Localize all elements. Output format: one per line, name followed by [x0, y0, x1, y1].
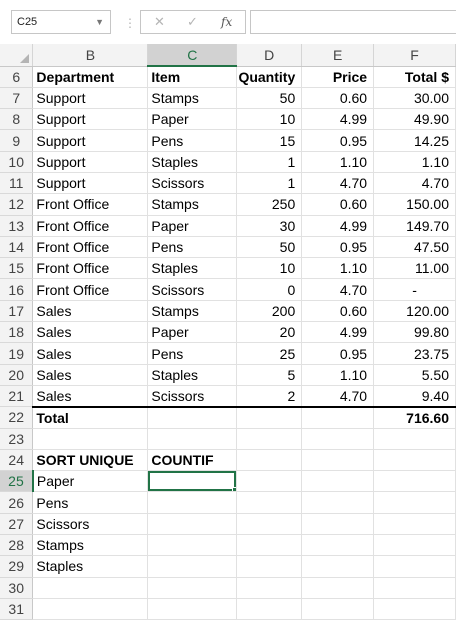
cell-d25[interactable] [237, 471, 302, 492]
cell-b29[interactable]: Staples [33, 556, 148, 577]
cell-b22[interactable]: Total [33, 407, 148, 428]
row-header[interactable]: 13 [0, 215, 33, 236]
cell-e16[interactable]: 4.70 [302, 279, 374, 300]
row-header[interactable]: 19 [0, 343, 33, 364]
table-row [0, 109, 456, 130]
row-header[interactable]: 30 [0, 577, 33, 598]
cell-b23[interactable] [33, 428, 148, 449]
cell-f24[interactable] [374, 449, 456, 470]
table-row [0, 556, 456, 577]
formula-bar-area [0, 0, 456, 44]
cell-b20[interactable]: Sales [33, 364, 148, 385]
cell-c12[interactable]: Stamps [148, 194, 237, 215]
cell-e12[interactable]: 0.60 [302, 194, 374, 215]
column-header-b[interactable]: B [33, 44, 148, 66]
cell-d12[interactable]: 250 [237, 194, 302, 215]
cell-d14[interactable]: 50 [237, 236, 302, 257]
cell-f18[interactable]: 99.80 [374, 322, 456, 343]
cell-b18[interactable]: Sales [33, 322, 148, 343]
row-header[interactable]: 29 [0, 556, 33, 577]
table-row [0, 535, 456, 556]
cell-b19[interactable]: Sales [33, 343, 148, 364]
column-header-d[interactable]: D [237, 44, 302, 66]
cell-c13[interactable]: Paper [148, 215, 237, 236]
cell-d30[interactable] [237, 577, 302, 598]
cell-d9[interactable]: 15 [237, 130, 302, 151]
cell-b9[interactable]: Support [33, 130, 148, 151]
cell-f25[interactable] [374, 471, 456, 492]
row-header[interactable]: 22 [0, 407, 33, 428]
cell-e24[interactable] [302, 449, 374, 470]
cell-d17[interactable]: 200 [237, 300, 302, 321]
column-header-f[interactable]: F [374, 44, 456, 66]
cell-e25[interactable] [302, 471, 374, 492]
table-row [0, 66, 456, 87]
cell-e19[interactable]: 0.95 [302, 343, 374, 364]
row-header[interactable]: 17 [0, 300, 33, 321]
spreadsheet-grid [0, 44, 456, 620]
cell-b21[interactable]: Sales [33, 385, 148, 406]
table-row [0, 172, 456, 193]
cell-c27[interactable] [148, 513, 237, 534]
cell-c22[interactable] [148, 407, 237, 428]
table-row [0, 215, 456, 236]
cell-b13[interactable]: Front Office [33, 215, 148, 236]
cell-d6[interactable]: Quantity [237, 66, 302, 87]
cell-d23[interactable] [237, 428, 302, 449]
cell-f17[interactable]: 120.00 [374, 300, 456, 321]
cell-e21[interactable]: 4.70 [302, 385, 374, 406]
select-all-corner[interactable] [0, 44, 33, 66]
row-header[interactable]: 20 [0, 364, 33, 385]
cell-d8[interactable]: 10 [237, 109, 302, 130]
cell-e23[interactable] [302, 428, 374, 449]
cell-d19[interactable]: 25 [237, 343, 302, 364]
table-row [0, 279, 456, 300]
row-header[interactable]: 15 [0, 258, 33, 279]
cell-e30[interactable] [302, 577, 374, 598]
cell-b15[interactable]: Front Office [33, 258, 148, 279]
cell-c14[interactable]: Pens [148, 236, 237, 257]
cell-b30[interactable] [33, 577, 148, 598]
cell-e31[interactable] [302, 598, 374, 619]
column-header-e[interactable]: E [302, 44, 374, 66]
cell-f10[interactable]: 1.10 [374, 151, 456, 172]
table-row [0, 385, 456, 406]
table-row [0, 598, 456, 619]
cell-b31[interactable] [33, 598, 148, 619]
cell-f29[interactable] [374, 556, 456, 577]
table-row [0, 130, 456, 151]
cell-d26[interactable] [237, 492, 302, 513]
row-header[interactable]: 18 [0, 322, 33, 343]
cell-d21[interactable]: 2 [237, 385, 302, 406]
cell-b27[interactable]: Scissors [33, 513, 148, 534]
cell-d22[interactable] [237, 407, 302, 428]
row-header[interactable]: 25 [0, 471, 33, 492]
cell-b16[interactable]: Front Office [33, 279, 148, 300]
insert-function-icon[interactable]: fx [221, 15, 233, 29]
table-row [0, 428, 456, 449]
cell-b17[interactable]: Sales [33, 300, 148, 321]
cell-c30[interactable] [148, 577, 237, 598]
row-header[interactable]: 12 [0, 194, 33, 215]
row-header[interactable]: 16 [0, 279, 33, 300]
cell-f7[interactable]: 30.00 [374, 87, 456, 108]
cell-b12[interactable]: Front Office [33, 194, 148, 215]
cell-b14[interactable]: Front Office [33, 236, 148, 257]
cell-c18[interactable]: Paper [148, 322, 237, 343]
cell-e14[interactable]: 0.95 [302, 236, 374, 257]
chevron-down-icon[interactable]: ▼ [95, 17, 104, 27]
cell-d31[interactable] [237, 598, 302, 619]
cell-c7[interactable]: Stamps [148, 87, 237, 108]
cell-e13[interactable]: 4.99 [302, 215, 374, 236]
table-row [0, 300, 456, 321]
cell-e6[interactable]: Price [302, 66, 374, 87]
cell-f22[interactable]: 716.60 [374, 407, 456, 428]
cell-b10[interactable]: Support [33, 151, 148, 172]
cell-f9[interactable]: 14.25 [374, 130, 456, 151]
name-box-value: C25 [17, 16, 38, 28]
table-row [0, 492, 456, 513]
cell-f6[interactable]: Total $ [374, 66, 456, 87]
cell-e20[interactable]: 1.10 [302, 364, 374, 385]
cell-c17[interactable]: Stamps [148, 300, 237, 321]
cell-f15[interactable]: 11.00 [374, 258, 456, 279]
cell-c29[interactable] [148, 556, 237, 577]
cell-e11[interactable]: 4.70 [302, 172, 374, 193]
cell-e8[interactable]: 4.99 [302, 109, 374, 130]
cell-e18[interactable]: 4.99 [302, 322, 374, 343]
formula-input[interactable] [250, 10, 456, 34]
cell-c11[interactable]: Scissors [148, 172, 237, 193]
cell-e17[interactable]: 0.60 [302, 300, 374, 321]
cell-f14[interactable]: 47.50 [374, 236, 456, 257]
formula-buttons [140, 10, 246, 34]
cell-c28[interactable] [148, 535, 237, 556]
cell-b11[interactable]: Support [33, 172, 148, 193]
cell-c6[interactable]: Item [148, 66, 237, 87]
cell-e9[interactable]: 0.95 [302, 130, 374, 151]
table-row [0, 407, 456, 428]
table-row [0, 343, 456, 364]
cell-f27[interactable] [374, 513, 456, 534]
cell-f28[interactable] [374, 535, 456, 556]
cell-f20[interactable]: 5.50 [374, 364, 456, 385]
row-header[interactable]: 10 [0, 151, 33, 172]
cell-b7[interactable]: Support [33, 87, 148, 108]
cell-f8[interactable]: 49.90 [374, 109, 456, 130]
row-header[interactable]: 14 [0, 236, 33, 257]
cell-c9[interactable]: Pens [148, 130, 237, 151]
cell-c10[interactable]: Staples [148, 151, 237, 172]
row-header[interactable]: 28 [0, 535, 33, 556]
table-row [0, 151, 456, 172]
row-header[interactable]: 23 [0, 428, 33, 449]
enter-icon[interactable]: ✓ [187, 14, 198, 29]
cell-d7[interactable]: 50 [237, 87, 302, 108]
cell-d27[interactable] [237, 513, 302, 534]
cell-e22[interactable] [302, 407, 374, 428]
cell-b24[interactable]: SORT UNIQUE [33, 449, 148, 470]
cell-d29[interactable] [237, 556, 302, 577]
cell-c21[interactable]: Scissors [148, 385, 237, 406]
cell-c19[interactable]: Pens [148, 343, 237, 364]
cell-e7[interactable]: 0.60 [302, 87, 374, 108]
cell-b6[interactable]: Department [33, 66, 148, 87]
cell-d13[interactable]: 30 [237, 215, 302, 236]
cell-d24[interactable] [237, 449, 302, 470]
row-header[interactable]: 24 [0, 449, 33, 470]
cell-d15[interactable]: 10 [237, 258, 302, 279]
cell-d18[interactable]: 20 [237, 322, 302, 343]
row-header[interactable]: 8 [0, 109, 33, 130]
cell-e29[interactable] [302, 556, 374, 577]
cell-f12[interactable]: 150.00 [374, 194, 456, 215]
table-row [0, 258, 456, 279]
table-row [0, 194, 456, 215]
table-row [0, 449, 456, 470]
row-header[interactable]: 31 [0, 598, 33, 619]
active-cell[interactable] [148, 471, 237, 492]
cell-c20[interactable]: Staples [148, 364, 237, 385]
cell-e15[interactable]: 1.10 [302, 258, 374, 279]
table-row [0, 87, 456, 108]
row-header[interactable]: 7 [0, 87, 33, 108]
cell-e27[interactable] [302, 513, 374, 534]
column-header-c[interactable]: C [148, 44, 237, 66]
row-header[interactable]: 11 [0, 172, 33, 193]
table-row [0, 322, 456, 343]
row-header[interactable]: 9 [0, 130, 33, 151]
cell-c23[interactable] [148, 428, 237, 449]
cell-c31[interactable] [148, 598, 237, 619]
fill-handle[interactable] [232, 487, 237, 492]
cell-b8[interactable]: Support [33, 109, 148, 130]
cell-c26[interactable] [148, 492, 237, 513]
cell-f31[interactable] [374, 598, 456, 619]
table-row [0, 364, 456, 385]
row-header[interactable]: 27 [0, 513, 33, 534]
cell-b28[interactable]: Stamps [33, 535, 148, 556]
table-row [0, 577, 456, 598]
row-header[interactable]: 21 [0, 385, 33, 406]
cell-c16[interactable]: Scissors [148, 279, 237, 300]
table-row [0, 471, 456, 492]
cell-d20[interactable]: 5 [237, 364, 302, 385]
cell-e28[interactable] [302, 535, 374, 556]
cell-f30[interactable] [374, 577, 456, 598]
cell-c8[interactable]: Paper [148, 109, 237, 130]
cell-f23[interactable] [374, 428, 456, 449]
cell-e10[interactable]: 1.10 [302, 151, 374, 172]
cell-f19[interactable]: 23.75 [374, 343, 456, 364]
row-header[interactable]: 6 [0, 66, 33, 87]
name-box[interactable] [11, 10, 111, 34]
cell-e26[interactable] [302, 492, 374, 513]
row-header[interactable]: 26 [0, 492, 33, 513]
cell-d11[interactable]: 1 [237, 172, 302, 193]
cell-d10[interactable]: 1 [237, 151, 302, 172]
cell-c15[interactable]: Staples [148, 258, 237, 279]
cancel-icon[interactable]: ✕ [154, 14, 165, 29]
cell-f11[interactable]: 4.70 [374, 172, 456, 193]
cell-f16[interactable]: - [374, 279, 456, 300]
cell-d28[interactable] [237, 535, 302, 556]
cell-d16[interactable]: 0 [237, 279, 302, 300]
cell-f21[interactable]: 9.40 [374, 385, 456, 406]
table-row [0, 513, 456, 534]
cell-c24[interactable]: COUNTIF [148, 449, 237, 470]
cell-f26[interactable] [374, 492, 456, 513]
table-row [0, 236, 456, 257]
cell-f13[interactable]: 149.70 [374, 215, 456, 236]
drag-handle-icon[interactable]: ⋮ [124, 16, 135, 30]
cell-b25[interactable]: Paper [33, 471, 148, 492]
cell-b26[interactable]: Pens [33, 492, 148, 513]
